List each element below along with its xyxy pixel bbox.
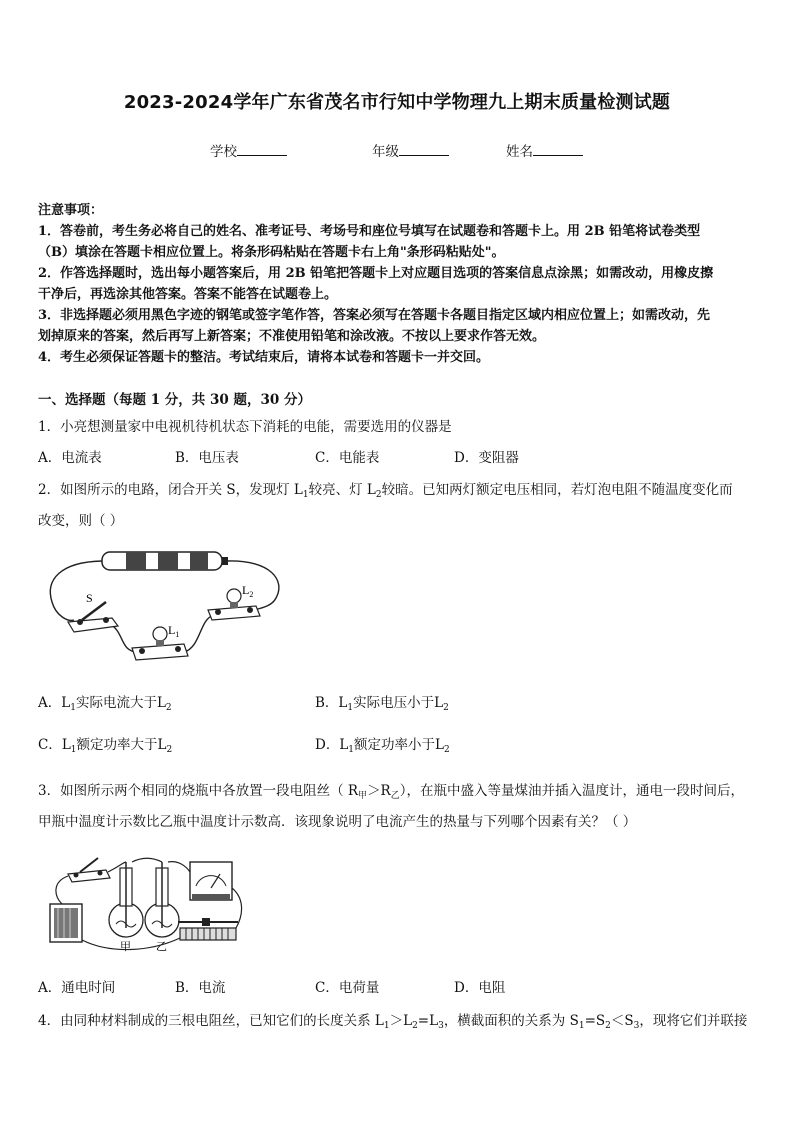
- school-blank[interactable]: [237, 143, 287, 156]
- q1-option-c[interactable]: C．电能表: [315, 450, 380, 466]
- q3-option-c[interactable]: C．电荷量: [315, 980, 380, 996]
- q2-option-c[interactable]: C．$L_1$额定功率大于$L_2$: [38, 737, 173, 755]
- section-heading: 一、选择题（每题 1 分，共 30 题，30 分）: [38, 392, 311, 408]
- lamp-l1-label: $L_1$: [168, 623, 180, 639]
- flask-yi-label: 乙: [156, 941, 167, 953]
- name-label: 姓名: [506, 144, 533, 160]
- school-label: 学校: [210, 144, 237, 160]
- lamp-l1-icon: [132, 627, 188, 660]
- q1-option-a[interactable]: A．电流表: [38, 450, 102, 466]
- school-field[interactable]: [210, 140, 287, 160]
- ammeter-icon: [190, 862, 232, 900]
- q4-stem-line1: 4．由同种材料制成的三根电阻丝，已知它们的长度关系 $L_1>L_2=L_3$，横截面积的关系为 $S_1=S_2<S_3$，现将它们并联接: [38, 1013, 748, 1031]
- lamp-l2-label: $L_2$: [242, 583, 254, 599]
- note-1b: （B）填涂在答题卡相应位置上。将条形码粘贴在答题卡右上角"条形码粘贴处"。: [38, 245, 505, 260]
- q2-circuit-figure: [40, 540, 290, 665]
- grade-blank[interactable]: [399, 143, 449, 156]
- note-3a: 3．非选择题必须用黑色字迹的钢笔或签字笔作答，答案必须写在答题卡各题目指定区域内相应位置上；如需改动，先: [38, 308, 711, 323]
- flask-jia-label: 甲: [120, 941, 131, 953]
- page-title: 2023-2024学年广东省茂名市行知中学物理九上期末质量检测试题: [123, 92, 671, 113]
- q2-stem-line1: 2．如图所示的电路，闭合开关 S，发现灯 $L_1$较亮、灯 $L_2$较暗。已知两灯额定电压相同，若灯泡电阻不随温度变化而: [38, 482, 733, 500]
- note-2b: 干净后，再选涂其他答案。答案不能答在试题卷上。: [38, 287, 338, 302]
- switch-icon: [68, 602, 118, 632]
- switch-icon: [68, 858, 110, 882]
- q3-apparatus-figure: [40, 848, 250, 958]
- q3-option-d[interactable]: D．电阻: [454, 980, 506, 996]
- grade-label: 年级: [372, 144, 399, 160]
- note-1a: 1．答卷前，考生务必将自己的姓名、准考证号、考场号和座位号填写在试题卷和答题卡上。用 2B 铅笔将试卷类型: [38, 224, 701, 239]
- note-3b: 划掉原来的答案，然后再写上新答案；不准使用铅笔和涂改液。不按以上要求作答无效。: [38, 329, 546, 344]
- q2-option-b[interactable]: B．$L_1$实际电压小于$L_2$: [315, 695, 449, 713]
- q2-option-a[interactable]: A．$L_1$实际电流大于$L_2$: [38, 695, 172, 713]
- battery-icon: [50, 904, 82, 942]
- q1-stem: 1．小亮想测量家中电视机待机状态下消耗的电能，需要选用的仪器是: [38, 419, 452, 435]
- flask-yi-icon: [145, 862, 179, 937]
- q3-option-a[interactable]: A．通电时间: [38, 980, 116, 996]
- name-field[interactable]: [506, 140, 583, 160]
- q3-option-b[interactable]: B．电流: [175, 980, 226, 996]
- q3-stem-line2: 甲瓶中温度计示数比乙瓶中温度计示数高．该现象说明了电流产生的热量与下列哪个因素有关？（ ）: [38, 814, 637, 830]
- battery-icon: [102, 552, 228, 570]
- note-4: 4．考生必须保证答题卡的整洁。考试结束后，请将本试卷和答题卡一并交回。: [38, 350, 490, 365]
- name-blank[interactable]: [533, 143, 583, 156]
- q2-stem-line2: 改变，则（ ）: [38, 513, 124, 529]
- grade-field[interactable]: [372, 140, 449, 160]
- notes-heading: 注意事项：: [38, 203, 104, 218]
- q3-stem-line1: 3．如图所示两个相同的烧瓶中各放置一段电阻丝（ $R_甲>R_乙$），在瓶中盛入等量煤油并插入温度计，通电一段时间后，: [38, 783, 744, 801]
- note-2a: 2．作答选择题时，选出每小题答案后，用 2B 铅笔把答题卡上对应题目选项的答案信息点涂黑；如需改动，用橡皮擦: [38, 266, 714, 281]
- switch-label: S: [86, 591, 93, 605]
- q1-option-b[interactable]: B．电压表: [175, 450, 239, 466]
- q1-option-d[interactable]: D．变阻器: [454, 450, 519, 466]
- rheostat-icon: [178, 918, 238, 940]
- q2-option-d[interactable]: D．$L_1$额定功率小于$L_2$: [315, 737, 450, 755]
- flask-jia-icon: [109, 862, 143, 937]
